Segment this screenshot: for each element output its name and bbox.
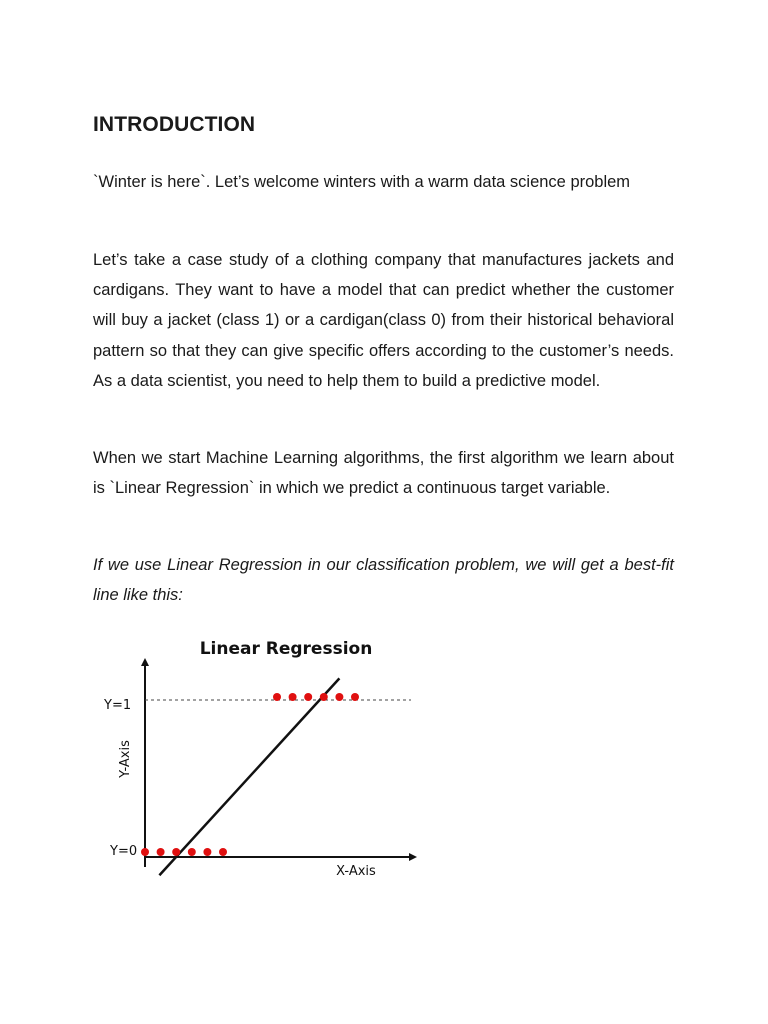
- x-axis-label: X-Axis: [336, 864, 376, 879]
- data-point-class0-5: [219, 848, 227, 856]
- best-fit-layer: [159, 678, 339, 875]
- chart-svg: [93, 630, 423, 890]
- data-point-class1-0: [273, 693, 281, 701]
- paragraph-intro: `Winter is here`. Let’s welcome winters with a warm data science problem: [93, 173, 631, 191]
- y-tick-label-0: Y=0: [110, 844, 138, 859]
- data-point-class0-2: [172, 848, 180, 856]
- data-point-class1-4: [335, 693, 343, 701]
- data-point-class0-1: [157, 848, 165, 856]
- paragraph-best-fit: If we use Linear Regression in our classification problem, we will get a best-fit line like this:: [93, 556, 674, 605]
- data-point-class1-5: [351, 693, 359, 701]
- paragraph-case-study: Let’s take a case study of a clothing company that manufactures jackets and cardigans. They want to have a model that can predict whether the customer will buy a jacket (class 1) or a cardigan(class 0) from their historical behavioral pattern so that they can give specific offers according to the customer’s needs. As a data scientist, you need to help them to build a predictive model.: [93, 251, 674, 390]
- y-tick-label-1: Y=1: [104, 698, 132, 713]
- data-point-class0-4: [203, 848, 211, 856]
- paragraph-ml-algorithms: When we start Machine Learning algorithms, the first algorithm we learn about is `Linear Regression` in which we predict a continuous target variable.: [93, 449, 674, 498]
- chart-title: Linear Regression: [199, 639, 373, 659]
- section-heading: INTRODUCTION: [93, 113, 256, 136]
- y-axis-label: Y-Axis: [118, 740, 133, 778]
- best-fit-line: [159, 678, 339, 875]
- data-point-class1-3: [320, 693, 328, 701]
- linear-regression-chart: [93, 630, 423, 895]
- data-point-class0-0: [141, 848, 149, 856]
- data-point-class1-2: [304, 693, 312, 701]
- data-point-class1-1: [289, 693, 297, 701]
- data-point-class0-3: [188, 848, 196, 856]
